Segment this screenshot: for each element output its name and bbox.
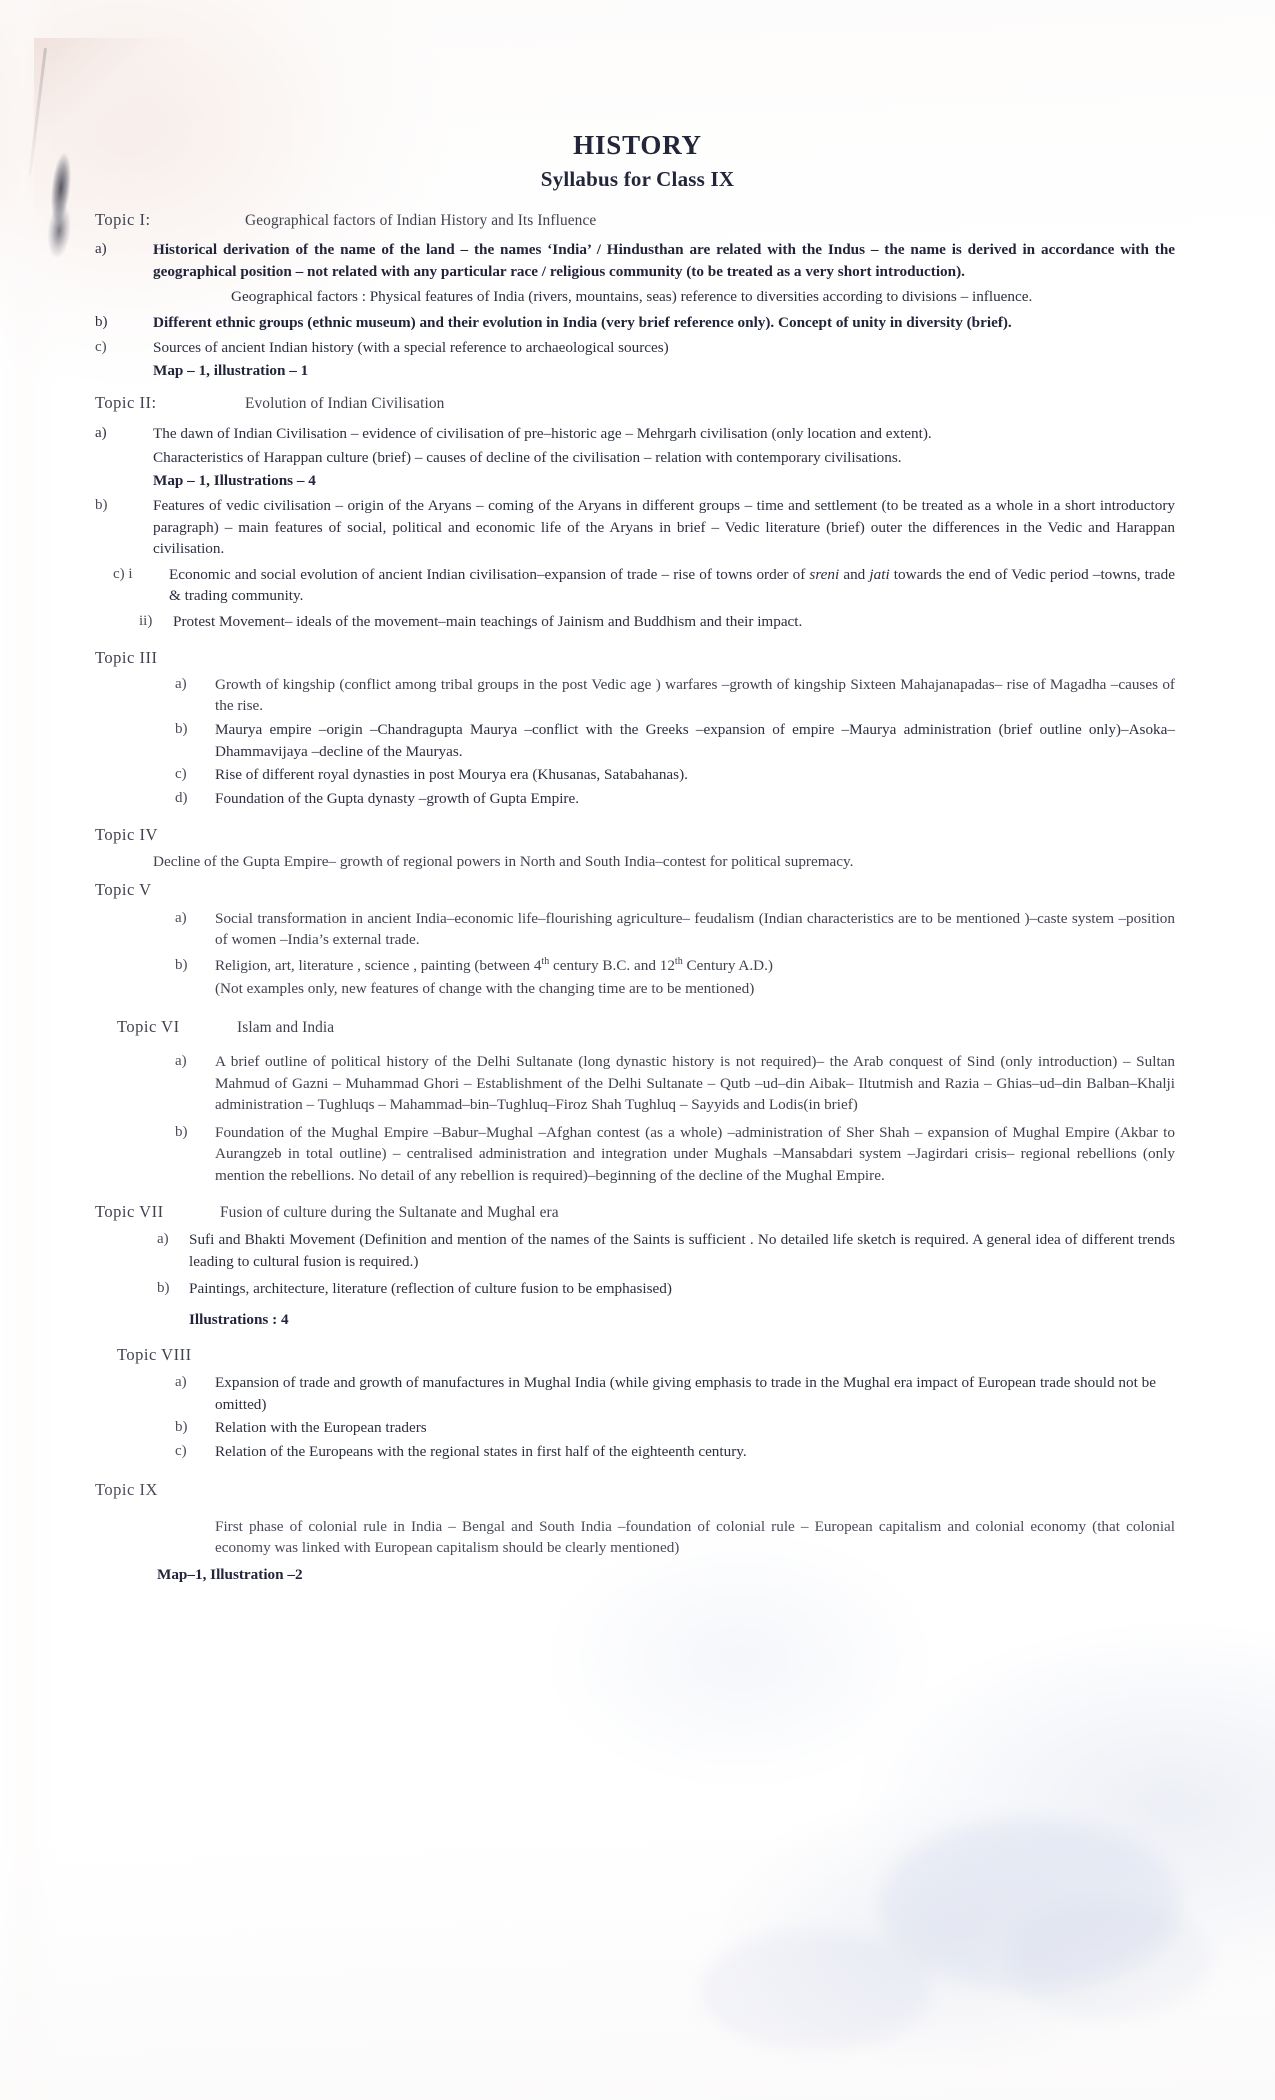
- ordinal-suffix: th: [674, 955, 683, 967]
- syllabus-item: [95, 312, 1175, 334]
- syllabus-item: [95, 611, 1175, 633]
- topic-label: Topic V: [95, 880, 152, 900]
- topic-title: Fusion of culture during the Sultanate and Mughal era: [220, 1204, 559, 1222]
- syllabus-item: [95, 1278, 1175, 1300]
- syllabus-item: [95, 239, 1175, 282]
- syllabus-item: [95, 851, 1175, 873]
- page-title: HISTORY: [573, 130, 702, 160]
- item-text: Sources of ancient Indian history (with a special reference to archaeological sources): [153, 339, 669, 357]
- topic-label: Topic IV: [95, 825, 158, 845]
- item-marker: c): [175, 1442, 187, 1459]
- term-sreni: sreni: [809, 565, 840, 583]
- syllabus-item: [95, 495, 1175, 560]
- topic-title: Geographical factors of Indian History and Its Influence: [245, 212, 597, 230]
- topic-label: Topic II:: [95, 393, 157, 413]
- topic-label: Topic VII: [95, 1202, 164, 1222]
- item-marker: a): [175, 1374, 187, 1391]
- item-text: A brief outline of political history of the Delhi Sultanate (long dynastic history is not required)– the Arab conquest of Sind (only introduction) – Sultan Mahmud of Gazni – Muhammad Ghori – Establishment of the Delhi Sultanate – Qutb –ud–din Aibak– Iltutmish and Razia – Ghias–ud–din Balban–Khalji administration – Tughluqs – Mahammad–bin–Tughluq–Firoz Shah Tughluq – Sayyids and Lodis(in brief): [215, 1052, 1175, 1114]
- item-line: towards the end of Vedic period –towns, trade & trading community.: [169, 565, 1176, 605]
- item-text: Map–1, Illustration –2: [157, 1565, 303, 1583]
- syllabus-item: [95, 1122, 1175, 1187]
- topic-title: Evolution of Indian Civilisation: [245, 395, 445, 413]
- item-text: Growth of kingship (conflict among tribal groups in the post Vedic age ) warfares –growth of kingship Sixteen Mahajanapadas– rise of Magadha –causes of the rise.: [215, 675, 1175, 715]
- item-marker: b): [175, 721, 188, 738]
- item-text: [153, 239, 1175, 282]
- item-marker: a): [175, 675, 187, 692]
- item-line: name is derived in accordance with the geographical position – not related with any particular race / religious: [153, 240, 1176, 280]
- topic-title: Islam and India: [237, 1019, 335, 1037]
- topic-section-8: [0, 1343, 1275, 1463]
- topic-heading-7: [95, 1200, 1175, 1224]
- syllabus-item: [95, 1441, 1175, 1463]
- item-text: Protest Movement– ideals of the movement–main teachings of Jainism and Buddhism and their impact.: [173, 612, 803, 630]
- item-text: [169, 564, 1175, 607]
- topic-label: Topic III: [95, 648, 158, 668]
- item-text: Paintings, architecture, literature (reflection of culture fusion to be emphasised): [189, 1280, 672, 1298]
- topic-section-7: [0, 1200, 1275, 1330]
- item-marker: ii): [139, 612, 153, 629]
- item-text: Illustrations : 4: [189, 1311, 289, 1329]
- item-text: [215, 955, 1175, 977]
- item-text: First phase of colonial rule in India – Bengal and South India –foundation of colonial rule – European capitalism and colonial economy (that colonial economy was linked with European capitalism should be clearly mentioned): [215, 1517, 1175, 1557]
- term-jati: jati: [869, 565, 890, 583]
- syllabus-item: [95, 1564, 1175, 1586]
- item-marker: a): [175, 909, 187, 926]
- topic-section-9: [0, 1478, 1275, 1585]
- syllabus-item: [95, 286, 1175, 308]
- item-marker: b): [175, 1419, 188, 1436]
- item-text: Relation with the European traders: [215, 1419, 427, 1437]
- syllabus-item: [95, 337, 1175, 359]
- syllabus-item: [95, 470, 1175, 492]
- item-text: Different ethnic groups (ethnic museum) and their evolution in India (very brief reference only). Concept of unity in diversity (brief).: [153, 313, 1012, 331]
- syllabus-item: [95, 360, 1175, 382]
- item-text: The dawn of Indian Civilisation – evidence of civilisation of pre–historic age – Mehrgarh civilisation (only location and extent).: [153, 425, 932, 443]
- topic-label: Topic VI: [117, 1017, 180, 1037]
- syllabus-item: [95, 674, 1175, 717]
- item-line: Religion, art, literature , science , painting (between 4: [215, 956, 542, 974]
- item-line: Historical derivation of the name of the land – the names ‘India’ / Hindusthan are related with the Indus – the: [153, 240, 905, 258]
- topic-heading-6: [95, 1015, 1175, 1039]
- item-text: Expansion of trade and growth of manufactures in Mughal India (while giving emphasis to trade in the Mughal era impact of European trade should not be omitted): [215, 1374, 1156, 1413]
- item-marker: c): [175, 766, 187, 783]
- item-text: Map – 1, Illustrations – 4: [153, 472, 316, 490]
- item-marker: d): [175, 789, 188, 806]
- topic-heading-8: [95, 1343, 1175, 1366]
- syllabus-item: [95, 564, 1175, 607]
- item-line: community (to be treated as a very short introduction).: [609, 262, 965, 280]
- item-text: Rise of different royal dynasties in post Mourya era (Khusanas, Satabahanas).: [215, 766, 688, 784]
- topic-label: Topic IX: [95, 1480, 158, 1500]
- topic-section-6: [0, 1015, 1275, 1186]
- ordinal-suffix: th: [541, 955, 550, 967]
- item-line: and: [839, 565, 870, 583]
- syllabus-item: [95, 955, 1175, 977]
- syllabus-item: [95, 1516, 1175, 1559]
- item-text: (Not examples only, new features of change with the changing time are to be mentioned): [215, 979, 755, 997]
- topic-section-4: [0, 823, 1275, 872]
- topic-heading-1: [95, 208, 1175, 232]
- item-marker: a): [95, 240, 107, 257]
- topic-label: Topic VIII: [117, 1344, 192, 1364]
- item-marker: a): [157, 1231, 169, 1248]
- item-text: Foundation of the Mughal Empire –Babur–Mughal –Afghan contest (as a whole) –administration of Sher Shah – expansion of Mughal Empire (Akbar to Aurangzeb in total outline) – centralised administration and integration under Mughals –Mansabdari system –Jagirdari crisis– regional rebellions (only mention the rebellions. No detail of any rebellion is required)–beginning of the decline of the Mughal Empire.: [215, 1123, 1175, 1184]
- syllabus-item: [95, 764, 1175, 786]
- topic-heading-2: [95, 391, 1175, 415]
- item-text: Decline of the Gupta Empire– growth of regional powers in North and South India–contest for political supremacy.: [153, 852, 854, 870]
- topic-section-1: [0, 208, 1275, 381]
- item-marker: b): [95, 497, 108, 513]
- topic-section-3: [0, 646, 1275, 809]
- item-marker: a): [175, 1052, 187, 1069]
- item-text: Map – 1, illustration – 1: [153, 361, 309, 379]
- topic-heading-3: [95, 646, 1175, 669]
- item-line: Economic and social evolution of ancient Indian civilisation–expansion of trade – rise of towns order of: [169, 565, 806, 583]
- topic-label: Topic I:: [95, 210, 151, 230]
- item-text: Foundation of the Gupta dynasty –growth of Gupta Empire.: [215, 789, 580, 807]
- syllabus-item: [95, 1417, 1175, 1439]
- item-marker: a): [95, 425, 107, 442]
- syllabus-item: [95, 1229, 1175, 1272]
- syllabus-item: [95, 447, 1175, 469]
- syllabus-item: [95, 719, 1175, 762]
- page-subtitle: Syllabus for Class IX: [540, 167, 735, 192]
- topic-heading-9: [95, 1478, 1175, 1501]
- item-text: Characteristics of Harappan culture (brief) – causes of decline of the civilisation – relation with contemporary civilisations.: [153, 448, 902, 466]
- item-text: [153, 286, 1175, 308]
- syllabus-item: [95, 788, 1175, 810]
- topic-heading-4: [95, 823, 1175, 846]
- syllabus-item: [95, 1372, 1175, 1415]
- item-marker: c): [95, 339, 107, 356]
- item-line: according to divisions – influence.: [822, 288, 1033, 306]
- item-marker: b): [175, 956, 188, 973]
- syllabus-item: [95, 423, 1175, 445]
- item-text: Maurya empire –origin –Chandragupta Maurya –conflict with the Greeks –expansion of empire –Maurya administration (brief outline only)–Asoka– Dhammavijaya –decline of the Mauryas.: [215, 721, 1175, 760]
- item-text: Social transformation in ancient India–economic life–flourishing agriculture– feudalism (Indian characteristics are to be mentioned )–caste system –position of women –India’s external trade.: [215, 909, 1175, 949]
- syllabus-item: [95, 1309, 1175, 1331]
- topic-section-5: [0, 878, 1275, 999]
- item-marker: b): [175, 1123, 188, 1140]
- item-text: Relation of the Europeans with the regional states in first half of the eighteenth century.: [215, 1442, 747, 1460]
- item-line: Century A.D.): [682, 956, 773, 974]
- item-text: Sufi and Bhakti Movement (Definition and mention of the names of the Saints is sufficient . No detailed life sketch is required. A general idea of different trends leading to cultural fusion is required.): [189, 1231, 1175, 1270]
- item-marker: b): [95, 313, 108, 330]
- syllabus-item: [95, 1051, 1175, 1116]
- document-header: [0, 130, 1275, 192]
- item-line: Geographical factors : Physical features of India (rivers, mountains, seas) reference to diversities: [231, 288, 819, 306]
- item-text: Features of vedic civilisation – origin of the Aryans – coming of the Aryans in different groups – time and settlement (to be treated as a whole in a short introductory paragraph) – main features of social, political and economic life of the Aryans in brief – Vedic literature (brief) outer the differences in the Vedic and Harappan civilisation.: [153, 497, 1175, 558]
- topic-heading-5: [95, 878, 1175, 901]
- item-marker: c) i: [113, 565, 133, 582]
- topic-section-2: [0, 391, 1275, 632]
- syllabus-item: [95, 978, 1175, 1000]
- syllabus-item: [95, 908, 1175, 951]
- item-marker: b): [157, 1280, 170, 1297]
- item-line: century B.C. and 12: [549, 956, 675, 974]
